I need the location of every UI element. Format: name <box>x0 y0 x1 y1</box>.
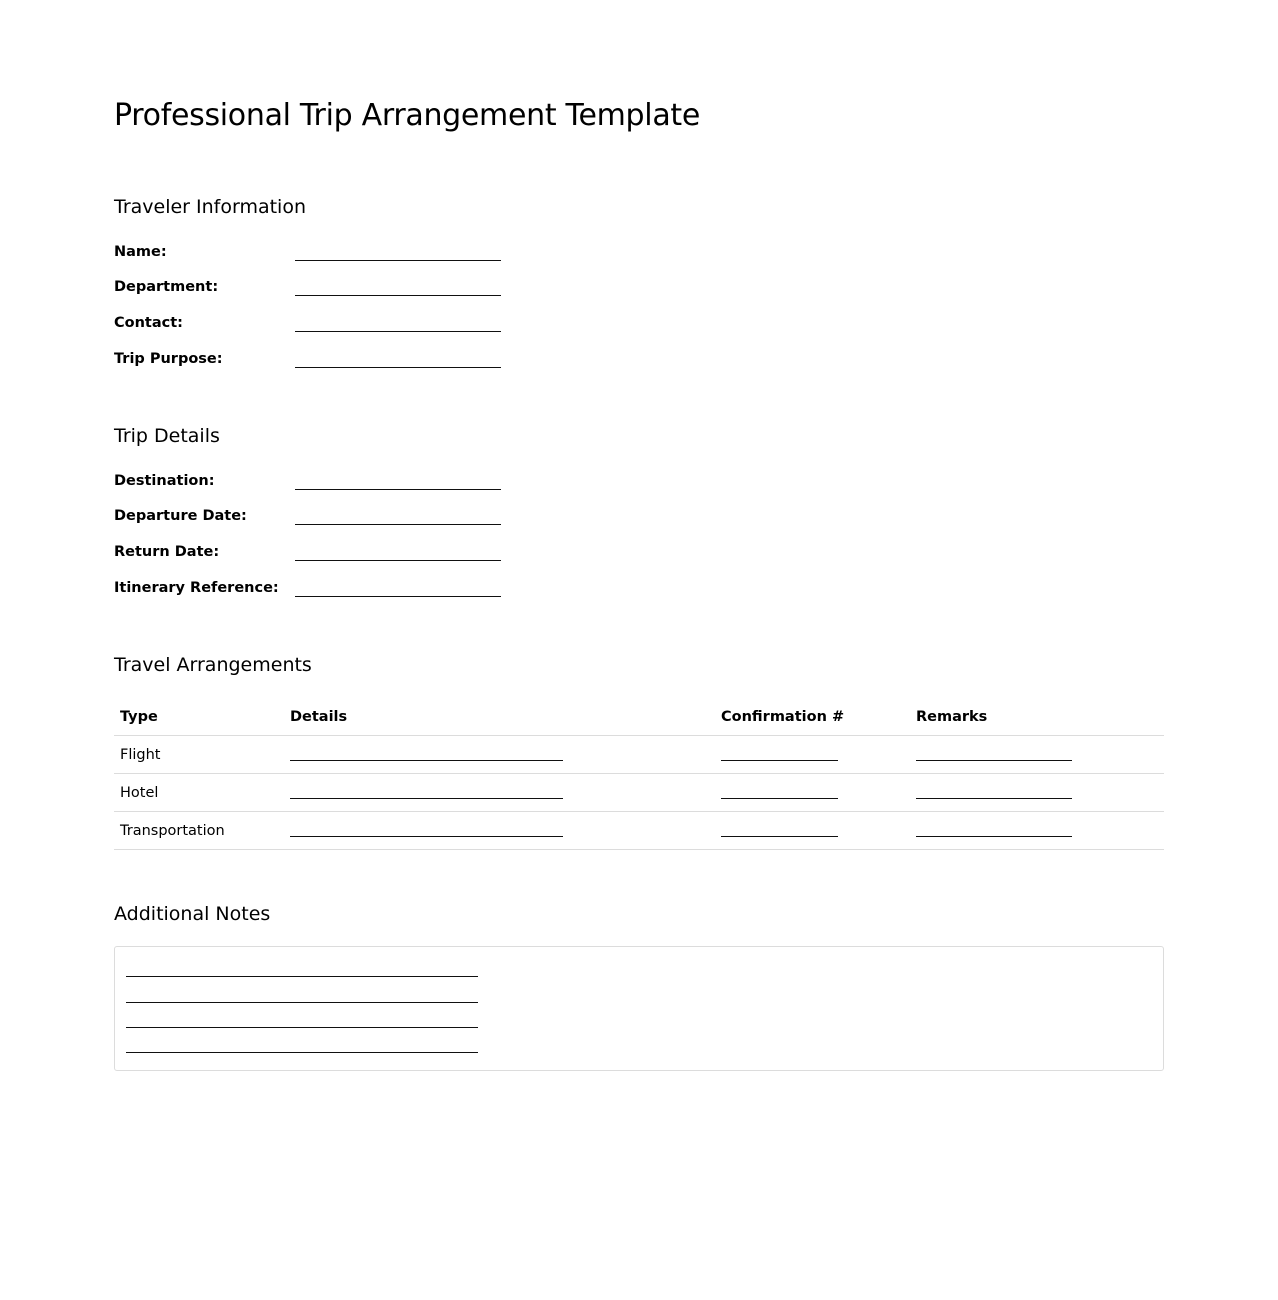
trip-purpose-blank[interactable] <box>295 367 501 368</box>
field-return-date <box>114 544 514 568</box>
department-blank[interactable] <box>295 295 501 296</box>
return-date-blank[interactable] <box>295 560 501 561</box>
row-type-label: Flight <box>120 747 161 763</box>
name-blank[interactable] <box>295 260 501 261</box>
flight-details-blank[interactable] <box>290 760 563 761</box>
travel-arrangements-table <box>114 698 1164 850</box>
field-label: Department: <box>114 279 219 295</box>
table-row-transportation <box>114 812 1164 850</box>
field-departure-date <box>114 508 514 532</box>
field-label: Trip Purpose: <box>114 351 223 367</box>
notes-line-1[interactable] <box>126 976 478 977</box>
page-title: Professional Trip Arrangement Template <box>114 98 701 133</box>
field-label: Contact: <box>114 315 183 331</box>
field-label: Itinerary Reference: <box>114 580 279 596</box>
column-header-label: Remarks <box>916 709 988 725</box>
column-header-label: Confirmation # <box>721 709 845 725</box>
departure-date-blank[interactable] <box>295 524 501 525</box>
transportation-details-blank[interactable] <box>290 836 563 837</box>
flight-confirmation-blank[interactable] <box>721 760 838 761</box>
section-heading-additional-notes: Additional Notes <box>114 903 271 925</box>
table-header-row <box>114 698 1164 736</box>
transportation-confirmation-blank[interactable] <box>721 836 838 837</box>
hotel-confirmation-blank[interactable] <box>721 798 838 799</box>
flight-remarks-blank[interactable] <box>916 760 1072 761</box>
section-heading-traveler-information: Traveler Information <box>114 196 307 218</box>
table-row-hotel <box>114 774 1164 812</box>
field-label: Return Date: <box>114 544 220 560</box>
hotel-details-blank[interactable] <box>290 798 563 799</box>
field-itinerary-reference <box>114 580 514 604</box>
section-heading-trip-details: Trip Details <box>114 425 220 447</box>
field-label: Destination: <box>114 473 215 489</box>
column-header-label: Type <box>120 709 158 725</box>
contact-blank[interactable] <box>295 331 501 332</box>
hotel-remarks-blank[interactable] <box>916 798 1072 799</box>
field-contact <box>114 315 514 339</box>
field-department <box>114 279 514 303</box>
field-label: Name: <box>114 244 167 260</box>
field-label: Departure Date: <box>114 508 247 524</box>
notes-line-4[interactable] <box>126 1052 478 1053</box>
field-trip-purpose <box>114 351 514 375</box>
additional-notes-box[interactable] <box>114 946 1164 1071</box>
table-row-flight <box>114 736 1164 774</box>
notes-line-3[interactable] <box>126 1027 478 1028</box>
row-type-label: Hotel <box>120 785 159 801</box>
transportation-remarks-blank[interactable] <box>916 836 1072 837</box>
destination-blank[interactable] <box>295 489 501 490</box>
column-header-label: Details <box>290 709 348 725</box>
field-name <box>114 244 514 268</box>
itinerary-reference-blank[interactable] <box>295 596 501 597</box>
notes-line-2[interactable] <box>126 1002 478 1003</box>
row-type-label: Transportation <box>120 823 225 839</box>
section-heading-travel-arrangements: Travel Arrangements <box>114 654 312 676</box>
field-destination <box>114 473 514 497</box>
